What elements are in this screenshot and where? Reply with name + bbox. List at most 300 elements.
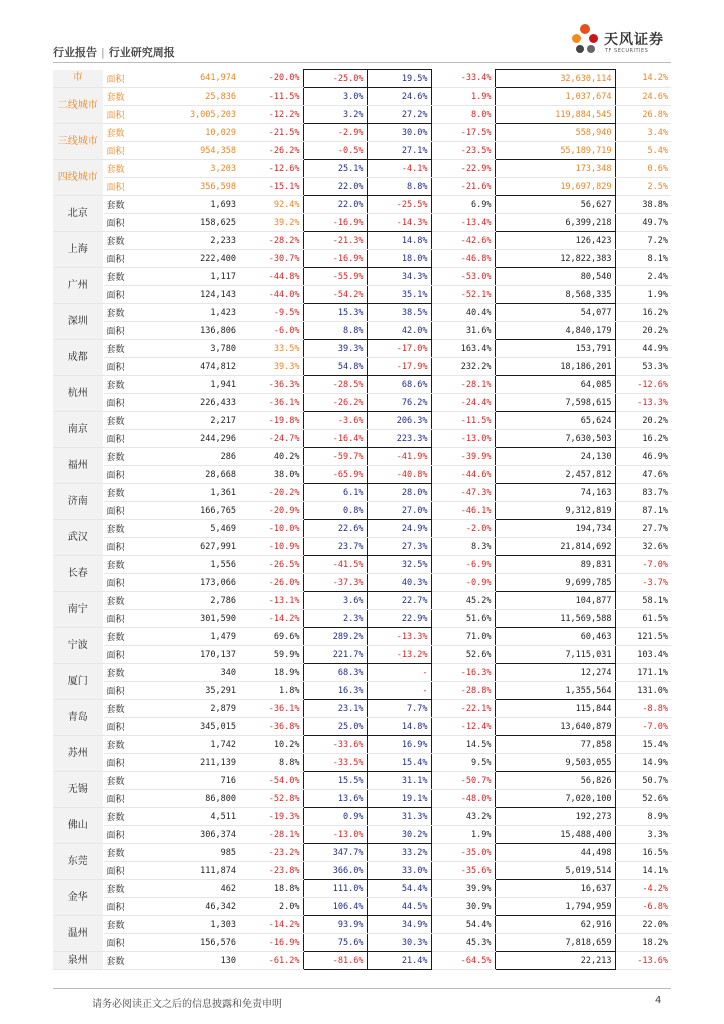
cell-col-5: -28.1% (431, 376, 495, 394)
cell-col-5: -24.4% (431, 394, 495, 412)
cell-col-2: -24.7% (239, 430, 303, 448)
cell-col-1: 136,806 (153, 322, 239, 340)
cell-col-7: 103.4% (615, 646, 671, 664)
cell-col-7: -13.6% (615, 952, 671, 970)
cell-col-5: -22.9% (431, 160, 495, 178)
cell-col-4: -4.1% (367, 160, 431, 178)
city-name: 广州 (53, 268, 103, 304)
cell-col-4: 27.2% (367, 106, 431, 124)
housing-sales-table (53, 69, 671, 970)
cell-col-6: 89,831 (495, 556, 615, 574)
cell-col-3: 6.1% (303, 484, 367, 502)
cell-col-5: 43.2% (431, 808, 495, 826)
table-row (53, 862, 671, 880)
cell-col-7: 87.1% (615, 502, 671, 520)
page-number: 4 (655, 995, 662, 1006)
cell-col-6: 64,085 (495, 376, 615, 394)
cell-col-5: -22.1% (431, 700, 495, 718)
cell-col-1: 4,511 (153, 808, 239, 826)
cell-col-6: 558,940 (495, 124, 615, 142)
table-row (53, 322, 671, 340)
table-row (53, 124, 671, 142)
cell-col-2: -20.9% (239, 502, 303, 520)
cell-col-1: 2,217 (153, 412, 239, 430)
cell-col-2: -19.8% (239, 412, 303, 430)
cell-col-5: 232.2% (431, 358, 495, 376)
cell-col-7: 3.3% (615, 826, 671, 844)
cell-col-2: 38.0% (239, 466, 303, 484)
metric-label: 套数 (103, 628, 153, 646)
table-row (53, 70, 671, 88)
cell-col-4: -25.5% (367, 196, 431, 214)
metric-label: 面积 (103, 466, 153, 484)
table-row (53, 898, 671, 916)
cell-col-7: -7.0% (615, 718, 671, 736)
table-row (53, 628, 671, 646)
cell-col-5: 51.6% (431, 610, 495, 628)
cell-col-6: 2,457,812 (495, 466, 615, 484)
table-row (53, 718, 671, 736)
cell-col-1: 2,786 (153, 592, 239, 610)
cell-col-6: 12,822,383 (495, 250, 615, 268)
cell-col-1: 46,342 (153, 898, 239, 916)
cell-col-6: 104,877 (495, 592, 615, 610)
table-row (53, 826, 671, 844)
cell-col-5: 39.9% (431, 880, 495, 898)
metric-label: 面积 (103, 754, 153, 772)
cell-col-1: 124,143 (153, 286, 239, 304)
cell-col-1: 25,836 (153, 88, 239, 106)
city-name: 杭州 (53, 376, 103, 412)
cell-col-4: 31.3% (367, 808, 431, 826)
cell-col-5: -46.8% (431, 250, 495, 268)
cell-col-2: -10.9% (239, 538, 303, 556)
cell-col-4: 14.8% (367, 718, 431, 736)
metric-label: 套数 (103, 484, 153, 502)
cell-col-7: 0.6% (615, 160, 671, 178)
cell-col-2: -36.8% (239, 718, 303, 736)
cell-col-7: 2.5% (615, 178, 671, 196)
table-row (53, 736, 671, 754)
cell-col-6: 6,399,218 (495, 214, 615, 232)
cell-col-5: -28.8% (431, 682, 495, 700)
table-row (53, 574, 671, 592)
cell-col-3: 23.7% (303, 538, 367, 556)
metric-label: 套数 (103, 304, 153, 322)
cell-col-3: 111.0% (303, 880, 367, 898)
table-row (53, 340, 671, 358)
cell-col-4: 30.3% (367, 934, 431, 952)
cell-col-2: 2.0% (239, 898, 303, 916)
cell-col-6: 21,814,692 (495, 538, 615, 556)
cell-col-6: 4,840,179 (495, 322, 615, 340)
cell-col-3: -0.5% (303, 142, 367, 160)
cell-col-2: -26.0% (239, 574, 303, 592)
cell-col-6: 18,186,201 (495, 358, 615, 376)
cell-col-7: 14.1% (615, 862, 671, 880)
metric-label: 套数 (103, 700, 153, 718)
cell-col-5: 71.0% (431, 628, 495, 646)
cell-col-6: 56,627 (495, 196, 615, 214)
cell-col-6: 65,624 (495, 412, 615, 430)
cell-col-1: 5,469 (153, 520, 239, 538)
metric-label: 套数 (103, 340, 153, 358)
cell-col-1: 156,576 (153, 934, 239, 952)
metric-label: 面积 (103, 934, 153, 952)
cell-col-5: -53.0% (431, 268, 495, 286)
cell-col-3: 347.7% (303, 844, 367, 862)
cell-col-1: 356,598 (153, 178, 239, 196)
cell-col-3: -41.5% (303, 556, 367, 574)
cell-col-3: 16.3% (303, 682, 367, 700)
cell-col-2: -20.0% (239, 70, 303, 88)
metric-label: 套数 (103, 448, 153, 466)
city-name: 成都 (53, 340, 103, 376)
cell-col-1: 170,137 (153, 646, 239, 664)
cell-col-7: 52.6% (615, 790, 671, 808)
footer-disclaimer: 请务必阅读正文之后的信息披露和免责申明 (92, 999, 282, 1010)
cell-col-5: 31.6% (431, 322, 495, 340)
cell-col-7: 16.2% (615, 304, 671, 322)
cell-col-6: 22,213 (495, 952, 615, 970)
table-row (53, 106, 671, 124)
footer-divider (53, 988, 671, 989)
cell-col-4: 206.3% (367, 412, 431, 430)
cell-col-6: 74,163 (495, 484, 615, 502)
cell-col-2: -36.1% (239, 700, 303, 718)
cell-col-7: 14.9% (615, 754, 671, 772)
cell-col-2: 40.2% (239, 448, 303, 466)
cell-col-1: 2,233 (153, 232, 239, 250)
cell-col-3: 93.9% (303, 916, 367, 934)
cell-col-6: 192,273 (495, 808, 615, 826)
city-name: 佛山 (53, 808, 103, 844)
table-row (53, 592, 671, 610)
city-name: 南宁 (53, 592, 103, 628)
cell-col-5: 6.9% (431, 196, 495, 214)
metric-label: 套数 (103, 412, 153, 430)
cell-col-1: 985 (153, 844, 239, 862)
logo-petal-icon (580, 24, 590, 34)
table-row (53, 916, 671, 934)
metric-label: 面积 (103, 646, 153, 664)
cell-col-7: -12.6% (615, 376, 671, 394)
cell-col-2: 18.9% (239, 664, 303, 682)
cell-col-4: -13.3% (367, 628, 431, 646)
cell-col-2: -61.2% (239, 952, 303, 970)
cell-col-1: 3,005,203 (153, 106, 239, 124)
metric-label: 面积 (103, 358, 153, 376)
cell-col-4: 19.1% (367, 790, 431, 808)
cell-col-7: -6.8% (615, 898, 671, 916)
cell-col-6: 9,312,819 (495, 502, 615, 520)
city-name: 武汉 (53, 520, 103, 556)
cell-col-3: -2.9% (303, 124, 367, 142)
cell-col-6: 55,189,719 (495, 142, 615, 160)
table-row (53, 754, 671, 772)
cell-col-5: -12.4% (431, 718, 495, 736)
cell-col-7: 22.0% (615, 916, 671, 934)
table-row (53, 772, 671, 790)
metric-label: 面积 (103, 178, 153, 196)
city-name: 苏州 (53, 736, 103, 772)
table-row (53, 160, 671, 178)
cell-col-6: 62,916 (495, 916, 615, 934)
header-breadcrumb (53, 44, 175, 60)
cell-col-5: 45.2% (431, 592, 495, 610)
metric-label: 套数 (103, 160, 153, 178)
cell-col-4: 14.8% (367, 232, 431, 250)
cell-col-2: -21.5% (239, 124, 303, 142)
cell-col-2: -54.0% (239, 772, 303, 790)
cell-col-4: 30.2% (367, 826, 431, 844)
cell-col-4: 30.0% (367, 124, 431, 142)
cell-col-3: -25.0% (303, 70, 367, 88)
logo-subtitle: TF SECURITIES (605, 48, 649, 54)
cell-col-5: 30.9% (431, 898, 495, 916)
metric-label: 面积 (103, 790, 153, 808)
city-name: 温州 (53, 916, 103, 952)
cell-col-6: 77,858 (495, 736, 615, 754)
cell-col-4: 33.0% (367, 862, 431, 880)
metric-label: 面积 (103, 106, 153, 124)
cell-col-5: -16.3% (431, 664, 495, 682)
metric-label: 套数 (103, 808, 153, 826)
cell-col-1: 86,800 (153, 790, 239, 808)
cell-col-3: -59.7% (303, 448, 367, 466)
cell-col-4: 24.9% (367, 520, 431, 538)
metric-label: 套数 (103, 556, 153, 574)
cell-col-7: 3.4% (615, 124, 671, 142)
cell-col-4: - (367, 682, 431, 700)
city-name: 市 (53, 70, 103, 88)
cell-col-1: 166,765 (153, 502, 239, 520)
cell-col-1: 340 (153, 664, 239, 682)
metric-label: 套数 (103, 916, 153, 934)
city-name: 金华 (53, 880, 103, 916)
cell-col-4: 34.9% (367, 916, 431, 934)
cell-col-1: 1,556 (153, 556, 239, 574)
city-name: 上海 (53, 232, 103, 268)
cell-col-4: 28.0% (367, 484, 431, 502)
cell-col-1: 306,374 (153, 826, 239, 844)
cell-col-2: -9.5% (239, 304, 303, 322)
cell-col-4: -41.9% (367, 448, 431, 466)
cell-col-4: 31.1% (367, 772, 431, 790)
table-row (53, 484, 671, 502)
cell-col-1: 286 (153, 448, 239, 466)
cell-col-6: 16,637 (495, 880, 615, 898)
cell-col-4: 24.6% (367, 88, 431, 106)
cell-col-7: 7.2% (615, 232, 671, 250)
cell-col-7: 131.0% (615, 682, 671, 700)
cell-col-1: 1,117 (153, 268, 239, 286)
metric-label: 面积 (103, 394, 153, 412)
table-row (53, 790, 671, 808)
cell-col-3: -28.5% (303, 376, 367, 394)
logo-petal-icon (589, 34, 598, 43)
cell-col-2: -16.9% (239, 934, 303, 952)
cell-col-7: -13.3% (615, 394, 671, 412)
cell-col-4: 27.1% (367, 142, 431, 160)
cell-col-3: 3.0% (303, 88, 367, 106)
cell-col-7: 20.2% (615, 322, 671, 340)
cell-col-6: 15,488,400 (495, 826, 615, 844)
cell-col-3: 8.8% (303, 322, 367, 340)
cell-col-4: 223.3% (367, 430, 431, 448)
metric-label: 套数 (103, 196, 153, 214)
cell-col-3: -33.5% (303, 754, 367, 772)
cell-col-4: 40.3% (367, 574, 431, 592)
table-row (53, 214, 671, 232)
header-separator: | (101, 46, 105, 59)
cell-col-5: -17.5% (431, 124, 495, 142)
metric-label: 面积 (103, 574, 153, 592)
table-row (53, 142, 671, 160)
cell-col-3: -65.9% (303, 466, 367, 484)
cell-col-1: 474,812 (153, 358, 239, 376)
cell-col-2: -28.1% (239, 826, 303, 844)
metric-label: 套数 (103, 268, 153, 286)
cell-col-5: 1.9% (431, 826, 495, 844)
cell-col-2: 8.8% (239, 754, 303, 772)
cell-col-4: 76.2% (367, 394, 431, 412)
company-logo (572, 22, 682, 62)
city-name: 厦门 (53, 664, 103, 700)
cell-col-6: 80,540 (495, 268, 615, 286)
cell-col-7: 18.2% (615, 934, 671, 952)
cell-col-5: -35.0% (431, 844, 495, 862)
cell-col-6: 32,630,114 (495, 70, 615, 88)
cell-col-1: 1,941 (153, 376, 239, 394)
cell-col-2: 92.4% (239, 196, 303, 214)
metric-label: 套数 (103, 376, 153, 394)
cell-col-1: 1,303 (153, 916, 239, 934)
cell-col-6: 1,037,674 (495, 88, 615, 106)
cell-col-5: -21.6% (431, 178, 495, 196)
cell-col-1: 1,693 (153, 196, 239, 214)
cell-col-1: 641,974 (153, 70, 239, 88)
cell-col-1: 301,590 (153, 610, 239, 628)
cell-col-7: -4.2% (615, 880, 671, 898)
cell-col-7: 61.5% (615, 610, 671, 628)
city-name: 二线城市 (53, 88, 103, 124)
cell-col-5: -47.3% (431, 484, 495, 502)
table-row (53, 250, 671, 268)
metric-label: 面积 (103, 538, 153, 556)
cell-col-3: 289.2% (303, 628, 367, 646)
cell-col-3: 75.6% (303, 934, 367, 952)
cell-col-2: -23.2% (239, 844, 303, 862)
cell-col-5: 8.0% (431, 106, 495, 124)
city-name: 三线城市 (53, 124, 103, 160)
metric-label: 套数 (103, 88, 153, 106)
cell-col-5: -46.1% (431, 502, 495, 520)
cell-col-3: -16.4% (303, 430, 367, 448)
cell-col-6: 1,355,564 (495, 682, 615, 700)
cell-col-7: 121.5% (615, 628, 671, 646)
table-row (53, 844, 671, 862)
cell-col-4: 35.1% (367, 286, 431, 304)
cell-col-3: 3.2% (303, 106, 367, 124)
cell-col-2: -26.5% (239, 556, 303, 574)
cell-col-7: 38.8% (615, 196, 671, 214)
metric-label: 面积 (103, 898, 153, 916)
table-row (53, 430, 671, 448)
cell-col-3: 3.6% (303, 592, 367, 610)
cell-col-2: 10.2% (239, 736, 303, 754)
cell-col-3: -33.6% (303, 736, 367, 754)
cell-col-5: -11.5% (431, 412, 495, 430)
cell-col-2: -14.2% (239, 916, 303, 934)
table-row (53, 934, 671, 952)
cell-col-5: -48.0% (431, 790, 495, 808)
cell-col-2: -13.1% (239, 592, 303, 610)
metric-label: 面积 (103, 70, 153, 88)
cell-col-2: 1.8% (239, 682, 303, 700)
cell-col-6: 12,274 (495, 664, 615, 682)
cell-col-5: -35.6% (431, 862, 495, 880)
cell-col-3: 366.0% (303, 862, 367, 880)
table-row (53, 556, 671, 574)
city-name: 宁波 (53, 628, 103, 664)
cell-col-4: 19.5% (367, 70, 431, 88)
cell-col-2: -14.2% (239, 610, 303, 628)
metric-label: 面积 (103, 322, 153, 340)
table-row (53, 502, 671, 520)
city-name: 泉州 (53, 952, 103, 970)
cell-col-4: 22.7% (367, 592, 431, 610)
table-row (53, 646, 671, 664)
cell-col-6: 13,640,879 (495, 718, 615, 736)
cell-col-5: -13.0% (431, 430, 495, 448)
cell-col-3: 2.3% (303, 610, 367, 628)
metric-label: 套数 (103, 232, 153, 250)
cell-col-1: 222,400 (153, 250, 239, 268)
cell-col-2: -44.8% (239, 268, 303, 286)
metric-label: 套数 (103, 664, 153, 682)
cell-col-1: 1,479 (153, 628, 239, 646)
cell-col-4: 68.6% (367, 376, 431, 394)
cell-col-3: 22.6% (303, 520, 367, 538)
cell-col-4: 32.5% (367, 556, 431, 574)
cell-col-7: 14.2% (615, 70, 671, 88)
cell-col-1: 716 (153, 772, 239, 790)
cell-col-2: -26.2% (239, 142, 303, 160)
cell-col-1: 462 (153, 880, 239, 898)
metric-label: 面积 (103, 286, 153, 304)
cell-col-3: -16.9% (303, 250, 367, 268)
table-row (53, 412, 671, 430)
cell-col-5: 14.5% (431, 736, 495, 754)
cell-col-6: 44,498 (495, 844, 615, 862)
cell-col-1: 211,139 (153, 754, 239, 772)
cell-col-6: 54,077 (495, 304, 615, 322)
cell-col-3: 221.7% (303, 646, 367, 664)
cell-col-4: -13.2% (367, 646, 431, 664)
cell-col-7: 47.6% (615, 466, 671, 484)
cell-col-5: -52.1% (431, 286, 495, 304)
cell-col-2: 69.6% (239, 628, 303, 646)
metric-label: 套数 (103, 844, 153, 862)
metric-label: 面积 (103, 502, 153, 520)
cell-col-7: 16.5% (615, 844, 671, 862)
cell-col-3: 106.4% (303, 898, 367, 916)
cell-col-5: 8.3% (431, 538, 495, 556)
metric-label: 面积 (103, 250, 153, 268)
cell-col-2: -12.6% (239, 160, 303, 178)
logo-petal-icon (572, 34, 581, 43)
